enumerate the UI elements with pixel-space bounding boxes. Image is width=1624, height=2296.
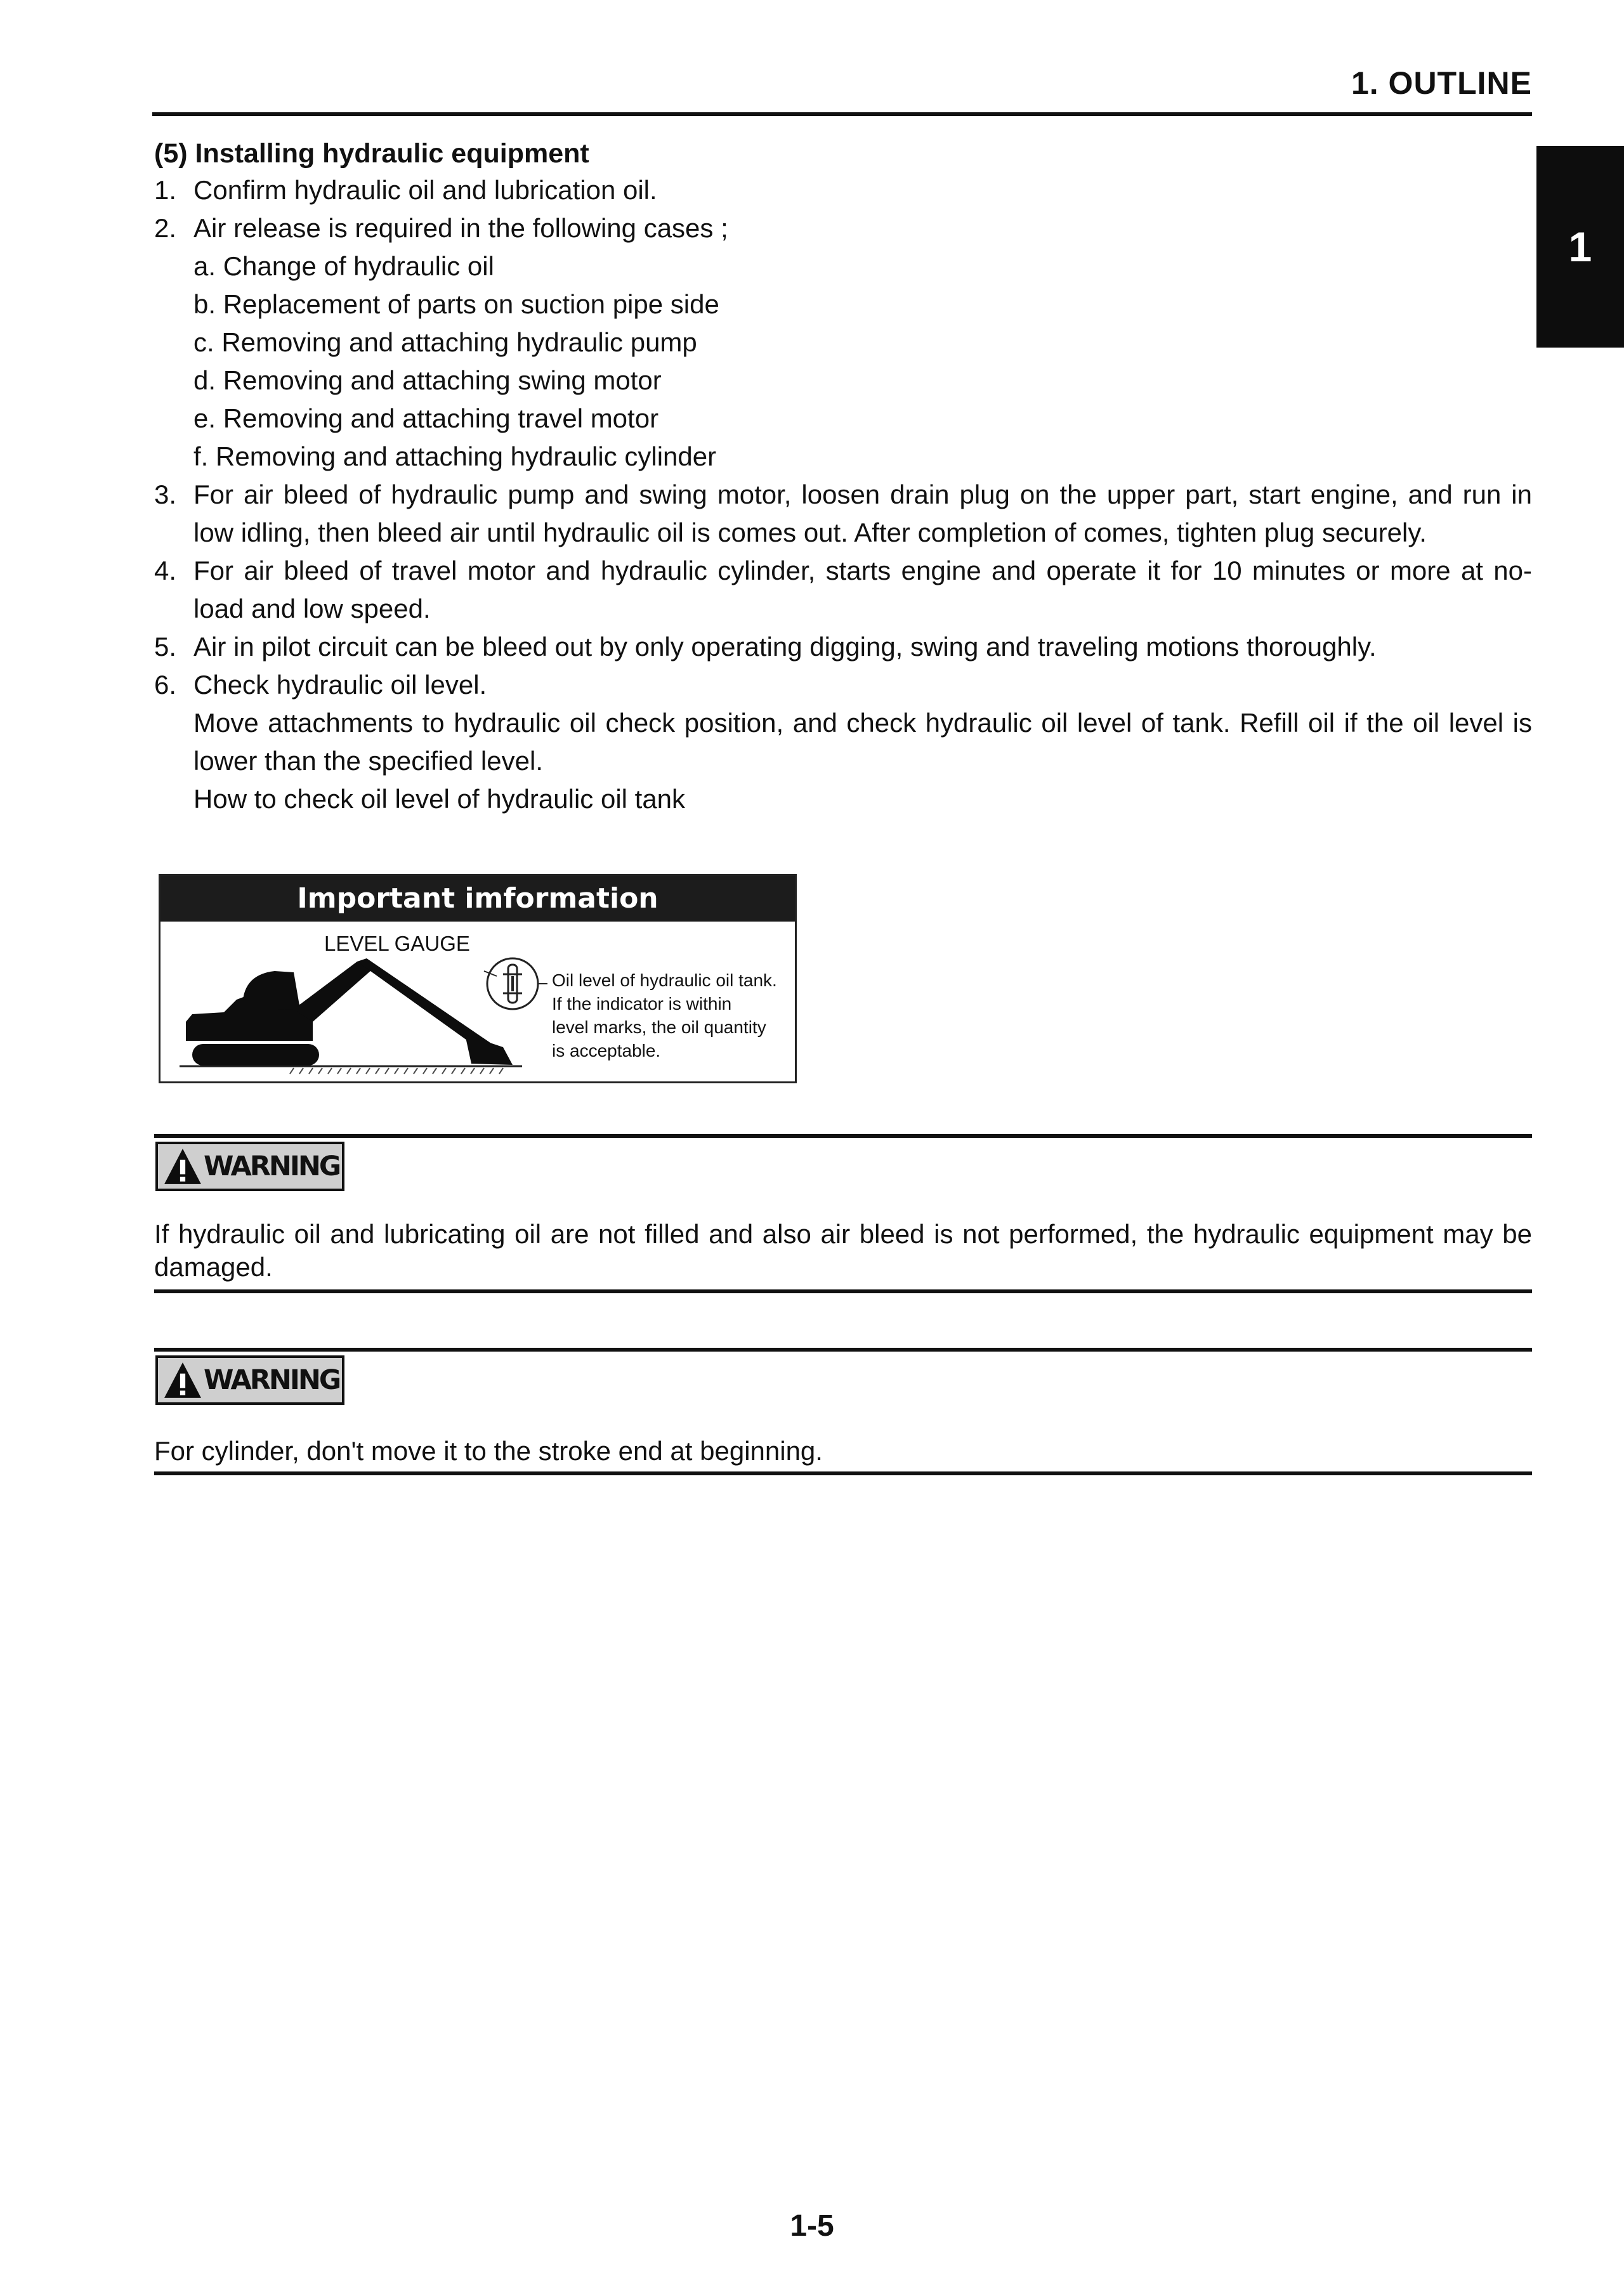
note-line: level marks, the oil quantity xyxy=(552,1017,766,1037)
warning-label: WARNING xyxy=(204,1151,340,1182)
warning-triangle-icon xyxy=(163,1147,202,1186)
note-line: Oil level of hydraulic oil tank. xyxy=(552,970,777,990)
page-number: 1-5 xyxy=(790,2209,834,2243)
item-text: Air release is required in the following cases ; xyxy=(193,213,728,243)
item-text-continued: low idling, then bleed air until hydraulic oil is comes out. After completion of comes, tighten plug securely. xyxy=(193,518,1427,547)
chapter-tab[interactable]: 1 xyxy=(1536,146,1624,348)
warning-bottom-rule xyxy=(154,1471,1532,1475)
item-text: For air bleed of travel motor and hydraulic cylinder, starts engine and operate it for 10 minutes or more at no- xyxy=(193,556,1532,585)
warning-text-line: If hydraulic oil and lubricating oil are not filled and also air bleed is not performed, the hydraulic equipment may be xyxy=(154,1219,1532,1249)
warning-label: WARNING xyxy=(204,1364,340,1396)
section-heading: (5) Installing hydraulic equipment xyxy=(154,138,589,169)
item-number: 1. xyxy=(154,175,177,205)
item-text-continued: How to check oil level of hydraulic oil tank xyxy=(193,784,686,814)
warning-badge xyxy=(155,1142,344,1191)
case-item: e. Removing and attaching travel motor xyxy=(193,403,659,433)
important-information-box xyxy=(159,874,797,1083)
case-item: b. Replacement of parts on suction pipe side xyxy=(193,289,719,319)
case-item: c. Removing and attaching hydraulic pump xyxy=(193,327,697,357)
excavator-illustration xyxy=(167,939,547,1079)
item-text-continued: load and low speed. xyxy=(193,594,431,623)
level-gauge-label: LEVEL GAUGE xyxy=(324,932,470,955)
case-item: d. Removing and attaching swing motor xyxy=(193,365,662,395)
item-text: Confirm hydraulic oil and lubrication oil. xyxy=(193,175,657,205)
warning-badge xyxy=(155,1355,344,1405)
item-number: 3. xyxy=(154,479,177,509)
chapter-title: 1. OUTLINE xyxy=(1351,65,1532,101)
item-number: 6. xyxy=(154,670,177,700)
item-number: 2. xyxy=(154,213,177,243)
item-text-continued: Move attachments to hydraulic oil check position, and check hydraulic oil level of tank. Refill oil if the oil level is xyxy=(193,708,1532,738)
header-rule xyxy=(152,112,1532,116)
note-line: If the indicator is within xyxy=(552,994,732,1014)
item-text: Air in pilot circuit can be bleed out by only operating digging, swing and traveling motions thoroughly. xyxy=(193,632,1377,662)
warning-text-line: damaged. xyxy=(154,1252,273,1282)
note-line: is acceptable. xyxy=(552,1041,661,1060)
warning-bottom-rule xyxy=(154,1289,1532,1293)
case-item: a. Change of hydraulic oil xyxy=(193,251,494,281)
warning-triangle-icon xyxy=(163,1360,202,1400)
item-number: 5. xyxy=(154,632,177,662)
item-number: 4. xyxy=(154,556,177,585)
info-box-title: Important imformation xyxy=(160,876,795,922)
item-text: For air bleed of hydraulic pump and swing motor, loosen drain plug on the upper part, start engine, and run in xyxy=(193,479,1532,509)
case-item: f. Removing and attaching hydraulic cylinder xyxy=(193,441,717,471)
warning-text xyxy=(154,1218,1532,1284)
oil-level-note xyxy=(552,969,777,1062)
warning-text: For cylinder, don't move it to the stroke end at beginning. xyxy=(154,1436,823,1466)
item-text-continued: lower than the specified level. xyxy=(193,746,543,776)
warning-top-rule xyxy=(154,1134,1532,1138)
warning-top-rule xyxy=(154,1348,1532,1352)
item-text: Check hydraulic oil level. xyxy=(193,670,487,700)
